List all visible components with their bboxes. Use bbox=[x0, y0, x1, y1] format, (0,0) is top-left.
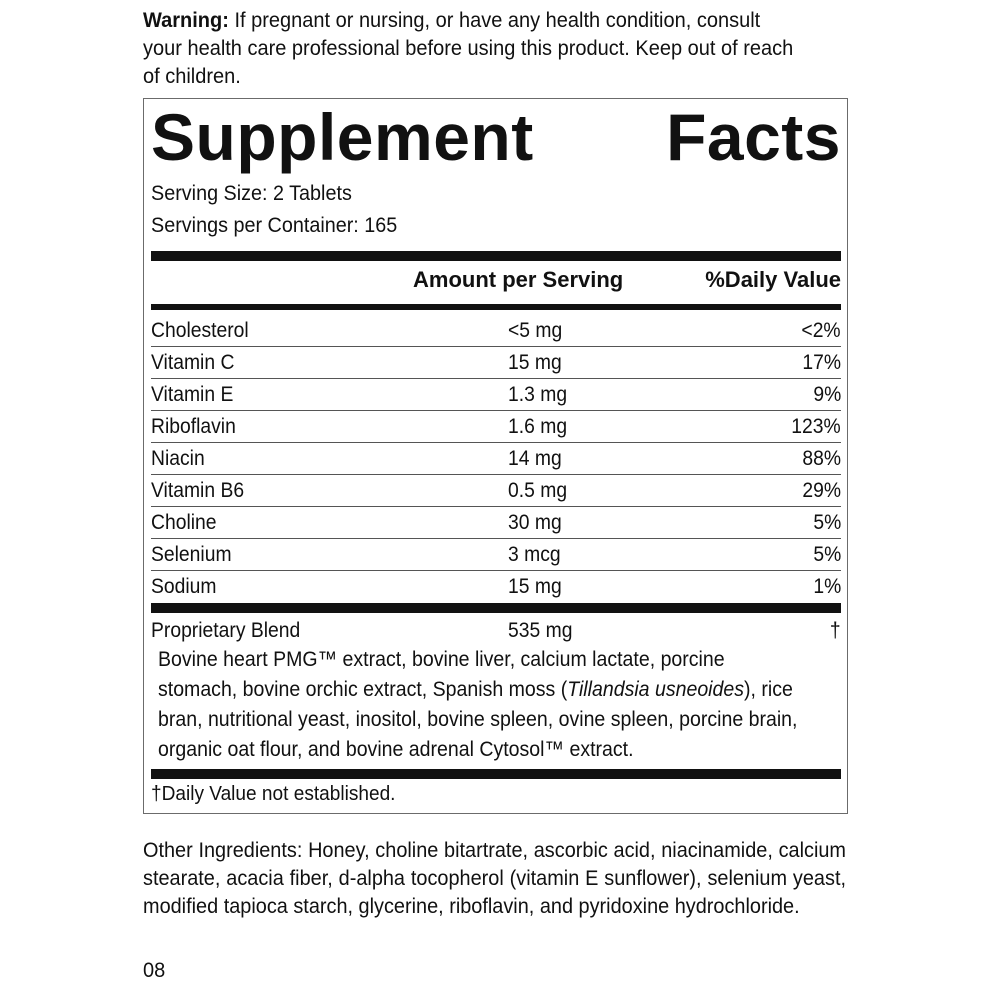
nutrient-row bbox=[151, 539, 841, 571]
blend-amount: 535 mg bbox=[508, 619, 573, 642]
daily-value-header: %Daily Value bbox=[705, 267, 841, 292]
nutrient-name: Vitamin E bbox=[151, 383, 234, 406]
nutrient-daily-value: 1% bbox=[813, 575, 841, 598]
nutrient-amount: 0.5 mg bbox=[508, 479, 568, 502]
warning-text bbox=[143, 6, 794, 90]
footnote: †Daily Value not established. bbox=[151, 782, 396, 805]
nutrient-row bbox=[151, 571, 841, 603]
supplement-facts-panel bbox=[143, 98, 848, 814]
blend-ingredients-part1: Bovine heart PMG™ extract, bovine liver, calcium lactate, porcine stomach, bovine orchic extract, Spanish moss ( bbox=[158, 648, 725, 701]
nutrient-row bbox=[151, 347, 841, 379]
nutrient-row bbox=[151, 315, 841, 347]
blend-dv: † bbox=[830, 619, 841, 642]
thick-divider bbox=[151, 251, 841, 261]
proprietary-blend-row bbox=[151, 615, 841, 647]
panel-title bbox=[151, 99, 841, 175]
nutrient-amount: 30 mg bbox=[508, 511, 562, 534]
medium-divider bbox=[151, 304, 841, 310]
nutrient-amount: <5 mg bbox=[508, 319, 563, 342]
nutrient-amount: 1.3 mg bbox=[508, 383, 568, 406]
nutrient-daily-value: 29% bbox=[802, 479, 841, 502]
thick-divider bbox=[151, 603, 841, 613]
title-word-supplement: Supplement bbox=[151, 100, 534, 174]
nutrient-name: Cholesterol bbox=[151, 319, 249, 342]
nutrient-daily-value: 5% bbox=[813, 543, 841, 566]
serving-size: Serving Size: 2 Tablets bbox=[151, 181, 352, 205]
nutrient-daily-value: 88% bbox=[802, 447, 841, 470]
nutrient-name: Choline bbox=[151, 511, 217, 534]
nutrient-daily-value: 123% bbox=[791, 415, 841, 438]
nutrient-amount: 1.6 mg bbox=[508, 415, 568, 438]
nutrient-amount: 15 mg bbox=[508, 575, 562, 598]
nutrient-name: Selenium bbox=[151, 543, 232, 566]
thick-divider bbox=[151, 769, 841, 779]
nutrient-name: Sodium bbox=[151, 575, 217, 598]
nutrient-daily-value: 17% bbox=[802, 351, 841, 374]
nutrient-amount: 3 mcg bbox=[508, 543, 561, 566]
nutrient-daily-value: 5% bbox=[813, 511, 841, 534]
nutrient-row bbox=[151, 443, 841, 475]
nutrient-row bbox=[151, 507, 841, 539]
blend-ingredients-latin: Tillandsia usneoides bbox=[567, 678, 745, 701]
nutrient-name: Niacin bbox=[151, 447, 205, 470]
blend-ingredients bbox=[158, 645, 800, 765]
column-header-row bbox=[151, 263, 841, 299]
product-code: 08 bbox=[143, 958, 166, 982]
nutrient-amount: 14 mg bbox=[508, 447, 562, 470]
nutrient-name: Riboflavin bbox=[151, 415, 236, 438]
nutrient-amount: 15 mg bbox=[508, 351, 562, 374]
nutrient-row bbox=[151, 411, 841, 443]
blend-name: Proprietary Blend bbox=[151, 619, 301, 642]
nutrient-row bbox=[151, 475, 841, 507]
other-ingredients: Other Ingredients: Honey, choline bitartrate, ascorbic acid, niacinamide, calcium stearate, acacia fiber, d-alpha tocopherol (vitamin E sunflower), selenium yeast, modified tapioca starch, glycerine, riboflavin, and pyridoxine hydrochloride. bbox=[143, 838, 846, 918]
title-word-facts: Facts bbox=[666, 100, 841, 174]
nutrient-name: Vitamin C bbox=[151, 351, 235, 374]
nutrient-daily-value: <2% bbox=[801, 319, 841, 342]
blend-ingredients-part2: ), rice bran, nutritional yeast, inositol, bovine spleen, ovine spleen, porcine brain, organic oat flour, and bovine adrenal Cytosol™ extract. bbox=[158, 678, 798, 761]
servings-per-container: Servings per Container: 165 bbox=[151, 213, 398, 237]
nutrient-name: Vitamin B6 bbox=[151, 479, 245, 502]
nutrient-row bbox=[151, 379, 841, 411]
warning-label: Warning: bbox=[143, 8, 229, 32]
warning-body: If pregnant or nursing, or have any health condition, consult your health care professional before using this product. Keep out of reach of children. bbox=[143, 8, 794, 88]
nutrient-daily-value: 9% bbox=[813, 383, 841, 406]
amount-per-serving-header: Amount per Serving bbox=[413, 267, 624, 292]
